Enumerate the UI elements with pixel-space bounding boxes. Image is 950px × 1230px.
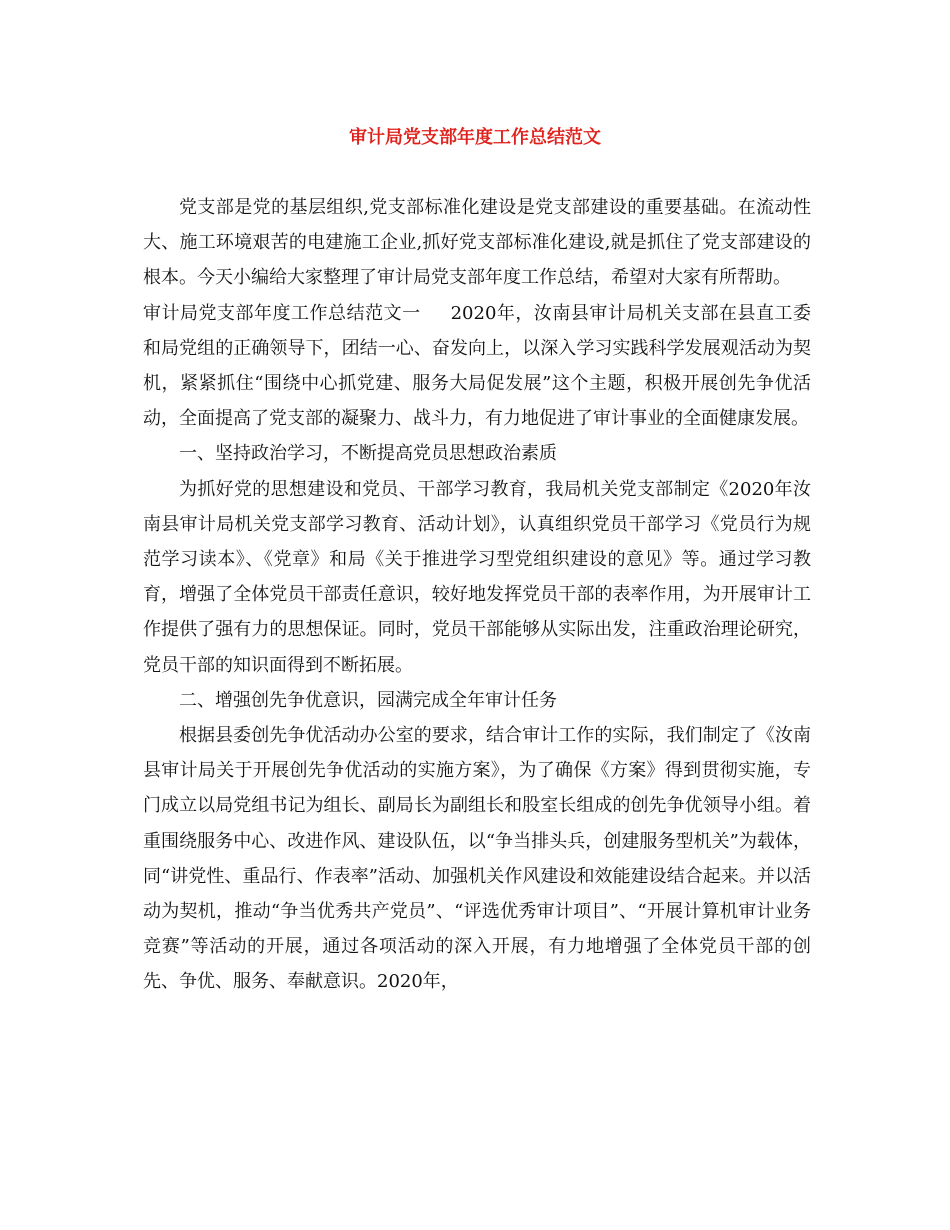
document-body bbox=[143, 190, 811, 1000]
heading-one: 一、坚持政治学习，不断提高党员思想政治素质 bbox=[179, 443, 557, 465]
heading-two: 二、增强创先争优意识，园满完成全年审计任务 bbox=[179, 689, 557, 711]
intro-paragraph: 党支部是党的基层组织,党支部标准化建设是党支部建设的重要基础。在流动性大、施工环境艰苦的电建施工企业,抓好党支部标准化建设,就是抓住了党支部建设的根本。今天小编给大家整理了审计局党支部年度工作总结，希望对大家有所帮助。 bbox=[143, 197, 811, 289]
section-one-text: 2020年，汝南县审计局机关支部在县直工委和局党组的正确领导下，团结一心、奋发向上，以深入学习实践科学发展观活动为契机，紧紧抓住“围绕中心抓党建、服务大局促发展”这个主题，积极开展创先争优活动，全面提高了党支部的凝聚力、战斗力，有力地促进了审计事业的全面健康发展。 bbox=[143, 302, 812, 430]
section-one-paragraph bbox=[143, 296, 811, 437]
section-one-label: 审计局党支部年度工作总结范文一 bbox=[143, 302, 421, 324]
paragraph-one: 为抓好党的思想建设和党员、干部学习教育，我局机关党支部制定《2020年汝南县审计局机关党支部学习教育、活动计划》，认真组织党员干部学习《党员行为规范学习读本》、《党章》和局《关于推进学习型党组织建设的意见》等。通过学习教育，增强了全体党员干部责任意识，较好地发挥党员干部的表率作用，为开展审计工作提供了强有力的思想保证。同时，党员干部能够从实际出发，注重政治理论研究，党员干部的知识面得到不断拓展。 bbox=[143, 478, 811, 676]
document-title: 审计局党支部年度工作总结范文 bbox=[349, 127, 601, 148]
paragraph-two: 根据县委创先争优活动办公室的要求，结合审计工作的实际，我们制定了《汝南县审计局关于开展创先争优活动的实施方案》，为了确保《方案》得到贯彻实施，专门成立以局党组书记为组长、副局长为副组长和股室长组成的创先争优领导小组。着重围绕服务中心、改进作风、建设队伍，以“争当排头兵，创建服务型机关”为载体，同“讲党性、重品行、作表率”活动、加强机关作风建设和效能建设结合起来。并以活动为契机，推动“争当优秀共产党员”、“评选优秀审计项目”、“开展计算机审计业务竞赛”等活动的开展，通过各项活动的深入开展，有力地增强了全体党员干部的创先、争优、服务、奉献意识。2020年， bbox=[143, 725, 811, 993]
